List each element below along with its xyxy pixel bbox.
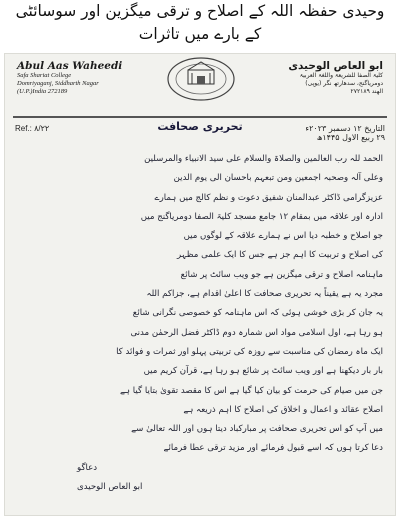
sender-name-english: Abul Aas Waheedi — [17, 60, 123, 72]
letter-body-line: الحمد للہ رب العالمین والصلاۃ والسلام علی سید الانبیاء والمرسلین — [144, 154, 383, 164]
letterhead-english — [17, 60, 137, 96]
letter-body-line: ماہنامہ اصلاح و ترقی میگزین ہے جو ویب سائٹ پر شائع — [180, 269, 383, 280]
letter-body-line: وعلی آلہ وصحبہ اجمعین ومن تبعہم باحسان الی یوم الدین — [173, 173, 383, 184]
address-line-english: Domriyaganj, Siddharth Nagar — [17, 80, 99, 87]
letter-body-line: اصلاح عقائد و اعمال و اخلاق کی اصلاح کا اہم ذریعہ ہے — [183, 404, 383, 415]
reference-number: Ref.: ۸/۲۲ — [15, 124, 50, 133]
letter-body-line: جو اصلاح و خطبہ دیا اس نے ہمارے علاقہ کے لوگوں میں — [183, 231, 383, 242]
letter-document — [4, 53, 396, 516]
caption-line-2: کے بارے میں تاثرات — [138, 25, 262, 43]
letterhead-divider — [13, 116, 387, 118]
letter-body-line: ایک ماہ رمضان کی مناسبت سے روزہ کی تربیتی پہلو اور ثمرات و فوائد کا — [116, 346, 383, 357]
college-seal-logo — [166, 56, 236, 102]
letter-body-line: دعاگو — [77, 462, 98, 473]
letter-body — [17, 150, 383, 497]
letter-body-line: بار بار دیکھنا ہے اور ویب سائٹ پر شائع ہو رہا ہے، قرآن کریم میں — [143, 366, 383, 377]
letter-body-line: یہ جان کر بڑی خوشی ہوئی کہ اس ماہنامہ کو خصوصی نگرانی شائع — [132, 308, 383, 319]
letter-body-line: ادارہ اور علاقہ میں بمقام ۱۲ جامع مسجد کلیۃ الصفا دومریاگنج میں — [140, 211, 383, 222]
postcode-line-english: (U.P.)India 272189 — [17, 88, 68, 95]
letter-heading: تحریری صحافت — [157, 120, 243, 133]
caption-line-1: وحیدی حفظہ اللہ کے اصلاح و ترقی میگزین اور سوسائٹی — [15, 2, 385, 20]
letter-body-line: کی اصلاح و تربیت کا اہم جز ہے جس کا ایک علمی مظہر — [176, 250, 383, 261]
letter-body-line: عزیزگرامی ڈاکٹر عبدالمنان شفیق دعوت و نظم کالج میں ہمارے — [154, 192, 383, 203]
letter-body-line: جن میں صیام کی حرمت کو بیان کیا گیا ہے اس کا مقصد تقویٰ بتایا گیا ہے — [120, 385, 383, 396]
letter-body-line: ہو رہا ہے، اول اسلامی مواد اس شمارہ دوم ڈاکٹر فضل الرحمٰن مدنی — [130, 327, 383, 338]
college-name-arabic: کلیۃ الصفا للشریعۃ واللغۃ العربیۃ — [299, 72, 383, 79]
sender-name-arabic: ابو العاص الوحیدی — [288, 60, 383, 72]
letter-body-line: دعا کرتا ہوں کہ اسے قبول فرمائے اور مزید ترقی عطا فرمائے — [163, 443, 383, 454]
letter-body-line: میں آپ کو اس تحریری صحافت پر مبارکباد دیتا ہوں اور اللہ تعالیٰ سے — [131, 424, 383, 435]
postcode-line-arabic: الهند ۲۷۲۱۸۹ — [350, 88, 383, 95]
date-gregorian: التاریخ ۱۲ دسمبر ۲۰۲۳ء — [305, 124, 385, 133]
college-name-english: Safa Shariat College — [17, 72, 72, 79]
address-line-urdu: دومریاگنج، سدھارتھ نگر (یوپی) — [305, 80, 383, 87]
letter-body-line: مجرد یہ ہے یقیناً یہ تحریری صحافت کا اعلیٰ اقدام ہے، جزاکم اللہ — [146, 289, 383, 300]
letterhead-arabic — [263, 60, 383, 96]
post-caption — [0, 0, 400, 50]
date-hijri: ۲۹ ربیع الاول ۱۴۴۵ھ — [316, 133, 385, 142]
letter-date — [305, 124, 385, 142]
letter-body-line: ابو العاص الوحیدی — [77, 482, 143, 493]
